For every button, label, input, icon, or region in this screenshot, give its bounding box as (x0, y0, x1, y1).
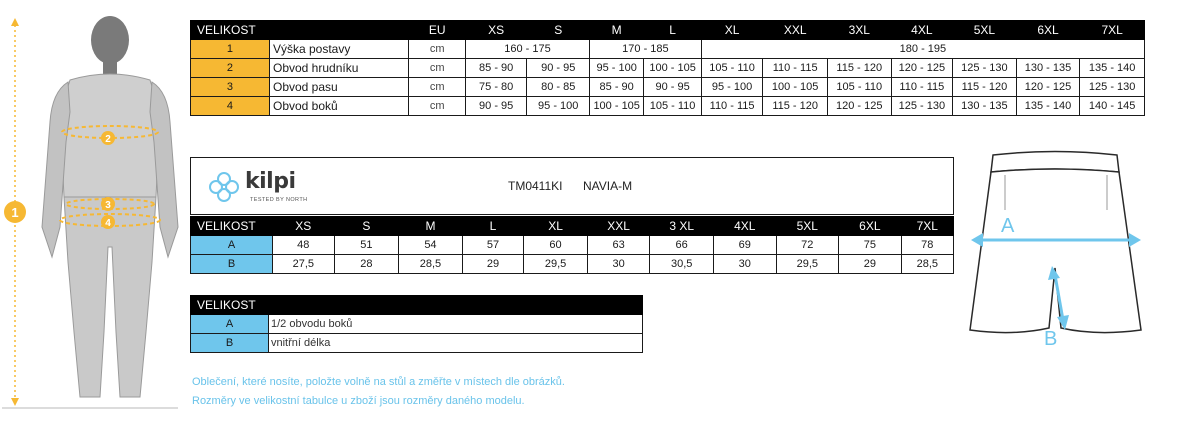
height-range: 180 - 195 (701, 40, 1144, 59)
row-description: 1/2 obvodu boků (269, 315, 643, 334)
table-cell: 115 - 120 (827, 59, 891, 78)
row-number: 4 (191, 97, 270, 116)
table-row (191, 97, 1145, 116)
table-cell: 85 - 90 (465, 59, 527, 78)
table-cell: 110 - 115 (891, 78, 953, 97)
table-cell: 95 - 100 (527, 97, 590, 116)
table-cell: 60 (524, 236, 588, 255)
table-cell: 115 - 120 (763, 97, 828, 116)
table-cell: 105 - 110 (644, 97, 701, 116)
svg-text:1: 1 (11, 205, 19, 220)
table-cell: 105 - 110 (827, 78, 891, 97)
header-size: 7XL (901, 217, 953, 236)
marker-3 (101, 197, 115, 211)
table-cell: 30,5 (650, 255, 714, 274)
table-cell: 75 (839, 236, 902, 255)
header-eu: EU (409, 21, 465, 40)
height-range: 160 - 175 (465, 40, 589, 59)
table-cell: 125 - 130 (1080, 78, 1145, 97)
table-cell: 90 - 95 (527, 59, 590, 78)
header-velikost: VELIKOST (191, 296, 643, 315)
row-label: B (191, 334, 269, 353)
table-cell: 115 - 120 (953, 78, 1017, 97)
table-cell: 29 (839, 255, 902, 274)
svg-text:3: 3 (105, 200, 111, 211)
row-label: A (191, 236, 273, 255)
table-cell: 75 - 80 (465, 78, 527, 97)
header-size: XL (701, 21, 763, 40)
table-cell: 28 (334, 255, 399, 274)
row-label: B (191, 255, 273, 274)
table-cell: 72 (776, 236, 839, 255)
header-size: M (590, 21, 644, 40)
table-cell: 29,5 (776, 255, 839, 274)
table-cell: 29 (462, 255, 524, 274)
table-cell: 28,5 (901, 255, 953, 274)
legend-header (191, 296, 643, 315)
marker-2 (101, 131, 115, 145)
table-row (191, 59, 1145, 78)
table-cell: 48 (273, 236, 335, 255)
marker-A: A (1001, 215, 1015, 237)
header-size: 3XL (827, 21, 891, 40)
marker-B: B (1044, 328, 1058, 350)
marker-1 (4, 201, 26, 223)
table-cell: 100 - 105 (590, 97, 644, 116)
table-cell: 29,5 (524, 255, 588, 274)
header-size: 5XL (776, 217, 839, 236)
row-label: Obvod hrudníku (269, 59, 409, 78)
instruction-note: Rozměry ve velikostní tabulce u zboží jsou rozměry daného modelu. (192, 395, 525, 407)
kilpi-knot-icon (207, 170, 241, 204)
legend-table (190, 295, 643, 353)
table-cell: 95 - 100 (701, 78, 763, 97)
header-size: XS (465, 21, 527, 40)
table-cell: 110 - 115 (701, 97, 763, 116)
row-label: Výška postavy (269, 40, 409, 59)
brand-name: kilpi (245, 169, 296, 194)
table-row (191, 78, 1145, 97)
table-cell: 28,5 (399, 255, 463, 274)
table-row (191, 315, 643, 334)
row-label: A (191, 315, 269, 334)
table-cell: 95 - 100 (590, 59, 644, 78)
header-size: 7XL (1080, 21, 1145, 40)
header-size: 5XL (953, 21, 1017, 40)
row-unit: cm (409, 78, 465, 97)
header-size: L (462, 217, 524, 236)
row-number: 2 (191, 59, 270, 78)
table-row (191, 236, 954, 255)
header-size: 6XL (839, 217, 902, 236)
height-range: 170 - 185 (590, 40, 702, 59)
product-code: TM0411KI (508, 179, 563, 193)
kilpi-logo (207, 166, 317, 210)
shorts-diagram (965, 150, 1147, 350)
table-row (191, 40, 1145, 59)
table-cell: 100 - 105 (763, 78, 828, 97)
table-cell: 57 (462, 236, 524, 255)
table-cell: 69 (713, 236, 776, 255)
table-cell: 105 - 110 (701, 59, 763, 78)
header-size: XL (524, 217, 588, 236)
table-cell: 100 - 105 (644, 59, 701, 78)
table-cell: 140 - 145 (1080, 97, 1145, 116)
row-unit: cm (409, 59, 465, 78)
product-name: NAVIA-M (583, 179, 633, 193)
table-cell: 80 - 85 (527, 78, 590, 97)
table-row (191, 255, 954, 274)
table-cell: 135 - 140 (1080, 59, 1145, 78)
table-cell: 90 - 95 (644, 78, 701, 97)
table-cell: 135 - 140 (1016, 97, 1080, 116)
table-cell: 120 - 125 (827, 97, 891, 116)
size-chart-header (191, 21, 1145, 40)
svg-text:2: 2 (105, 134, 111, 145)
table-cell: 125 - 130 (891, 97, 953, 116)
svg-text:4: 4 (105, 218, 111, 229)
header-size: S (527, 21, 590, 40)
marker-4 (101, 215, 115, 229)
table-cell: 120 - 125 (891, 59, 953, 78)
body-figure (0, 12, 185, 412)
table-cell: 27,5 (273, 255, 335, 274)
table-cell: 120 - 125 (1016, 78, 1080, 97)
table-cell: 85 - 90 (590, 78, 644, 97)
instruction-note: Oblečení, které nosíte, položte volně na stůl a změřte v místech dle obrázků. (192, 376, 565, 388)
header-size: L (644, 21, 701, 40)
table-cell: 30 (587, 255, 650, 274)
product-table-header (191, 217, 954, 236)
row-label: Obvod boků (269, 97, 409, 116)
header-velikost: VELIKOST (191, 21, 409, 40)
table-cell: 90 - 95 (465, 97, 527, 116)
brand-tagline: TESTED BY NORTH (250, 197, 308, 203)
header-size: XS (273, 217, 335, 236)
row-number: 3 (191, 78, 270, 97)
table-cell: 54 (399, 236, 463, 255)
product-size-table (190, 216, 954, 274)
header-velikost: VELIKOST (191, 217, 273, 236)
row-unit: cm (409, 97, 465, 116)
row-description: vnitřní délka (269, 334, 643, 353)
row-label: Obvod pasu (269, 78, 409, 97)
product-header-box (190, 157, 954, 215)
table-cell: 125 - 130 (953, 59, 1017, 78)
table-cell: 130 - 135 (1016, 59, 1080, 78)
table-cell: 63 (587, 236, 650, 255)
table-cell: 30 (713, 255, 776, 274)
header-size: 6XL (1016, 21, 1080, 40)
header-size: 4XL (891, 21, 953, 40)
row-unit: cm (409, 40, 465, 59)
header-size: 3 XL (650, 217, 714, 236)
table-row (191, 334, 643, 353)
header-size: XXL (763, 21, 828, 40)
row-number: 1 (191, 40, 270, 59)
table-cell: 78 (901, 236, 953, 255)
table-cell: 130 - 135 (953, 97, 1017, 116)
header-size: 4XL (713, 217, 776, 236)
header-size: M (399, 217, 463, 236)
header-size: S (334, 217, 399, 236)
table-cell: 51 (334, 236, 399, 255)
table-cell: 66 (650, 236, 714, 255)
header-size: XXL (587, 217, 650, 236)
size-chart-table (190, 20, 1145, 116)
table-cell: 110 - 115 (763, 59, 828, 78)
